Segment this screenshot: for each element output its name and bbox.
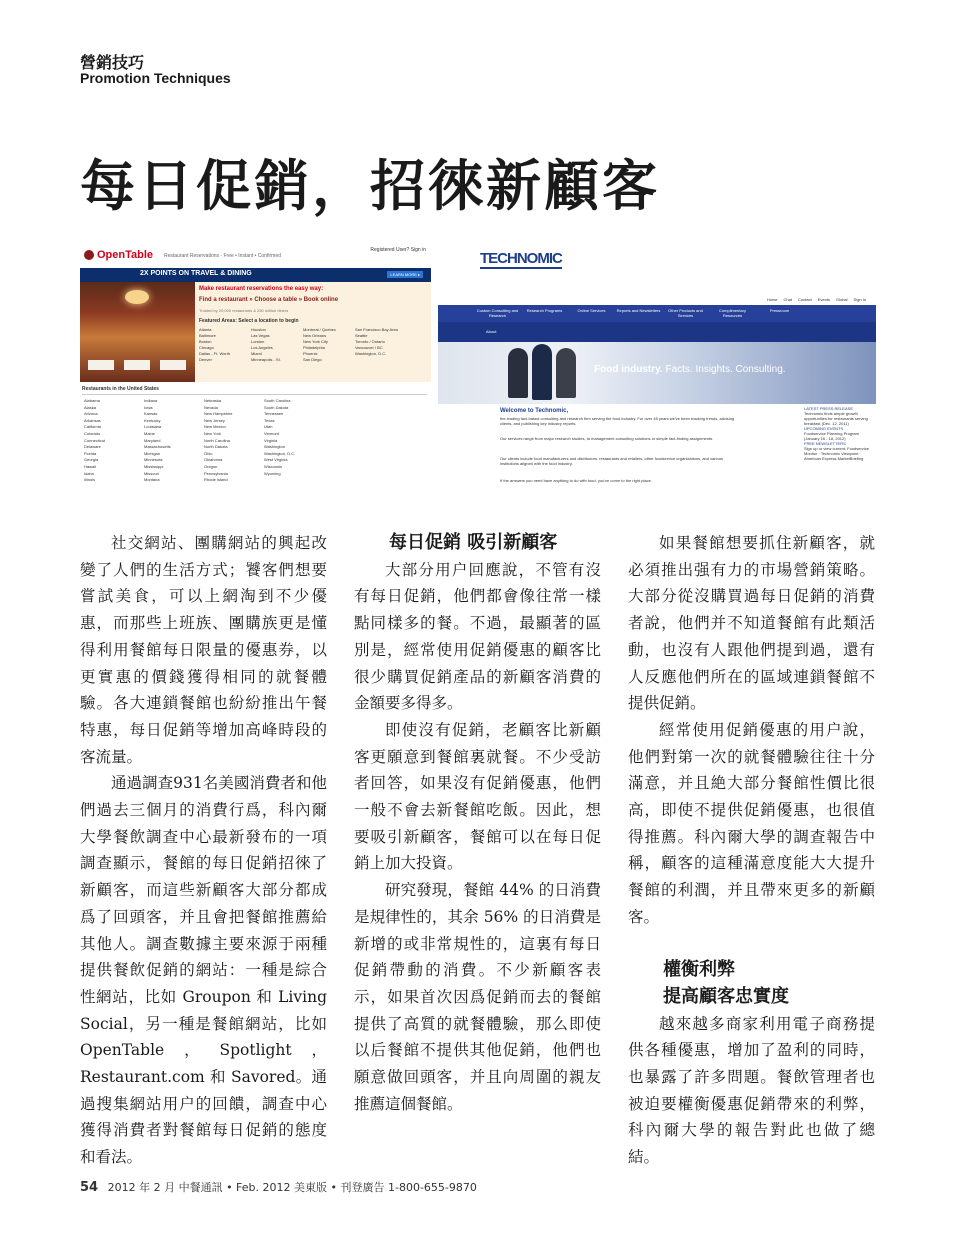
opentable-banner — [80, 268, 431, 282]
dining-table — [124, 360, 150, 370]
city-link: Las Vegas — [251, 333, 270, 338]
press-release-title: LATEST PRESS RELEASE — [804, 406, 853, 411]
state-link: Missouri — [144, 470, 159, 476]
state-link: Pennsylvania — [204, 470, 228, 476]
city-link: Phoenix — [303, 351, 318, 356]
city-link: Minneapolis - St. — [251, 357, 281, 362]
state-link — [324, 398, 384, 405]
subheading: 提高顧客忠實度 — [663, 985, 789, 1007]
state-link: Washington — [264, 444, 285, 450]
page-number: 54 — [80, 1180, 99, 1195]
divider — [82, 394, 427, 395]
state-link — [324, 477, 384, 484]
state-link: Mississippi — [144, 463, 164, 469]
city-link: Chicago — [199, 345, 214, 350]
paragraph: 通過調查931名美國消費者和他們過去三個月的消費行爲，科內爾大學餐飲調查中心最新發布的一項調查顯示，餐館的每日促銷招徠了新顧客，而這些新顧客大部分都成爲了回頭客，并且會把餐館推薦給其他人。調查數據主要來源于兩種提供餐飲促銷的網站：一種是綜合性網站，比如 Groupon 和 Living Social，另一種是餐館網站，比如 OpenTable，Spotlight，Restaurant.com 和 Savored。通過搜集網站用户的回饋，調查中心獲得消費者對餐館每日促銷的態度和看法。 — [80, 774, 327, 1167]
panel-trusted: Trusted by 20,000 restaurants & 250 million diners — [199, 308, 289, 313]
hero-person — [556, 348, 576, 398]
state-link: California — [84, 424, 101, 430]
state-link: Maryland — [144, 437, 161, 443]
city-link: Seattle — [355, 333, 368, 338]
technomic-sidebar — [804, 406, 872, 461]
technomic-subnav — [438, 322, 876, 342]
chandelier — [125, 290, 149, 304]
services-text: Our services range from major research studies, to management consulting solutions or simple fact-finding assignments. — [500, 436, 714, 441]
state-link: Rhode Island — [204, 477, 228, 483]
state-link — [324, 451, 384, 458]
paragraph: 大部分用户回應說，不管有沒有每日促銷，他們都會像往常一樣點同樣多的餐。不過，最顯著的區別是，經常使用促銷優惠的顧客比很少購買促銷產品的新顧客消費的金額要多得多。 — [354, 560, 601, 713]
nav-item: Complimentary Resources — [719, 308, 746, 318]
city-link: Miami — [251, 351, 262, 356]
state-link — [324, 424, 384, 431]
state-link: Alaska — [84, 404, 97, 410]
city-link: New York City — [303, 339, 328, 344]
state-link: Washington, D.C. — [264, 450, 296, 456]
opentable-panel — [195, 282, 431, 382]
state-link: Vermont — [264, 430, 279, 436]
state-link — [324, 405, 384, 412]
state-link: Minnesota — [144, 457, 163, 463]
city-link: Baltimore — [199, 333, 216, 338]
state-link: Wyoming — [264, 470, 281, 476]
dining-table — [88, 360, 114, 370]
city-link: Los Angeles — [251, 345, 273, 350]
state-link: Virginia — [264, 437, 278, 443]
state-link: Maine — [144, 430, 155, 436]
state-link: New Jersey — [204, 417, 225, 423]
us-restaurants-title: Restaurants in the United States — [82, 386, 159, 392]
state-link: West Virginia — [264, 457, 288, 463]
state-link: New York — [204, 430, 221, 436]
nav-item: Pressroom — [769, 308, 790, 313]
nav-item: Reports and Newsletters — [616, 308, 661, 313]
panel-steps: Find a restaurant » Choose a table » Book online — [199, 297, 339, 303]
newsletters-text: Sign up or view current: Foodservice Monitor · Technomic Viewpoint · American Express MarketBriefing — [804, 446, 869, 461]
city-link: Philadelphia — [303, 345, 325, 350]
city-link: Dallas - Ft. Worth — [199, 351, 231, 356]
section-label-en: Promotion Techniques — [80, 70, 231, 86]
featured-cities — [199, 327, 407, 363]
state-link — [324, 457, 384, 464]
events-title: UPCOMING EVENTS — [804, 426, 844, 431]
city-link: Houston — [251, 327, 266, 332]
state-link: Delaware — [84, 444, 101, 450]
state-link: New Hampshire — [204, 411, 233, 417]
state-link: Alabama — [84, 398, 100, 403]
top-link: Home — [766, 297, 778, 302]
city-link: San Francisco Bay Area — [355, 327, 398, 332]
city-link: Montreal / Quebec — [303, 327, 336, 332]
state-link — [324, 444, 384, 451]
top-link: Global — [835, 297, 848, 302]
technomic-nav — [438, 305, 876, 322]
nav-item: Other Products and Services — [668, 308, 703, 318]
top-link: Chat — [783, 297, 792, 302]
paragraph: 如果餐館想要抓住新顧客，就必須推出强有力的市場營銷策略。大部分從沒購買過每日促銷的消費者說，他們并不知道餐館有此類活動，也沒有人跟他們提到過，還有人反應他們所在的區域連鎖餐館不提供促銷。 — [628, 534, 875, 713]
state-link: Massachusetts — [144, 444, 171, 450]
top-link: Contact — [797, 297, 812, 302]
state-link: Colorado — [84, 430, 101, 436]
city-link: London — [251, 339, 265, 344]
state-link — [324, 411, 384, 418]
state-link: South Carolina — [264, 398, 291, 403]
state-link: Kansas — [144, 411, 158, 417]
opentable-banner-button: LEARN MORE ▸ — [387, 271, 423, 278]
state-link: Kentucky — [144, 417, 161, 423]
clients-text: Our clients include food manufacturers and distributors, restaurants and retailers, other foodservice organizations, and various institutions aligned with the food industry. — [500, 456, 724, 466]
city-link: Vancouver / BC — [355, 345, 383, 350]
featured-areas-label: Featured Areas: Select a location to begin — [199, 318, 299, 324]
technomic-logo: TECHNOMIC — [480, 250, 562, 267]
state-link: Tennessee — [264, 411, 284, 417]
state-link: Hawaii — [84, 463, 97, 469]
paragraph: 即使沒有促銷，老顧客比新顧客更願意到餐館裏就餐。不少受訪者回答，如果沒有促銷優惠，他們一般不會去新餐館吃飯。因此，想要吸引新顧客，餐館可以在每日促銷上加大投資。 — [354, 720, 601, 873]
opentable-logo-icon — [84, 250, 94, 260]
state-link: South Dakota — [264, 404, 289, 410]
footer-text: 2012 年 2 月 中餐通訊 • Feb. 2012 美東版 • 刊登廣告 1-800-655-9870 — [107, 1181, 477, 1194]
hero-person — [508, 348, 528, 398]
state-link: Louisiana — [144, 424, 162, 430]
city-link — [355, 357, 407, 363]
state-link: Arkansas — [84, 417, 101, 423]
paragraph: 經常使用促銷優惠的用户說，他們對第一次的就餐體驗往往十分滿意，并且絶大部分餐館性價比很高，即使不提供促銷優惠，也很值得推薦。科內爾大學的調查報告中稱，顧客的這種滿意度能大大提升餐館的利潤，并且帶來更多的新顧客。 — [628, 720, 875, 926]
state-link: New Mexico — [204, 424, 226, 430]
state-link — [324, 464, 384, 471]
state-link: Florida — [84, 450, 97, 456]
state-link: Arizona — [84, 411, 98, 417]
city-link: Toronto / Ontario — [355, 339, 385, 344]
state-list — [84, 398, 384, 484]
state-link — [324, 431, 384, 438]
top-link: Sign In — [853, 297, 866, 302]
state-link: Illinois — [84, 477, 96, 483]
nav-item: Online Services — [577, 308, 606, 313]
spacer — [628, 931, 875, 958]
state-link: Ohio — [204, 450, 213, 456]
opentable-header — [80, 244, 431, 268]
nav-item: Research Programs — [526, 308, 563, 313]
closing-text: If the answers you need have anything to do with food, you've come to the right place. — [500, 478, 652, 483]
paragraph: 社交網站、團購網站的興起改變了人們的生活方式；饕客們想要嘗試美食，可以上網淘到不少優惠，而那些上班族、團購族更是懂得利用餐館每日限量的優惠券，以更實惠的價錢獲得相同的就餐體驗。各大連鎖餐館也紛紛推出午餐特惠，每日促銷等增加高峰時段的客流量。 — [80, 534, 327, 766]
city-link: Washington, D.C. — [355, 351, 387, 356]
paragraph: 研究發現，餐館 44% 的日消費是規律性的，其余 56% 的日消費是新增的或非常規性的，這裏有每日促銷帶動的消費。不少新顧客表示，如果首次因爲促銷而去的餐館提供了高質的就餐體驗，那么即使以后餐館不提供其他促銷，他們也願意做回頭客，并且向周圍的親友推薦這個餐館。 — [354, 881, 601, 1113]
state-link: Montana — [144, 477, 160, 483]
newsletters-title: FREE NEWSLETTERS — [804, 441, 846, 446]
state-link: Oklahoma — [204, 457, 223, 463]
state-link: Iowa — [144, 404, 153, 410]
state-link: Wisconsin — [264, 463, 283, 469]
hero-person — [532, 344, 552, 400]
state-link: Nebraska — [204, 398, 222, 403]
opentable-banner-text: 2X POINTS ON TRAVEL & DINING — [140, 270, 252, 277]
page-footer — [80, 1179, 477, 1195]
state-link: North Dakota — [204, 444, 228, 450]
article-column-1 — [80, 530, 327, 1171]
nav-item: Custom Consulting and Research — [476, 308, 519, 318]
state-link: Idaho — [84, 470, 95, 476]
state-link: Utah — [264, 424, 273, 430]
dining-table — [160, 360, 186, 370]
state-link — [324, 438, 384, 445]
top-link: Events — [817, 297, 830, 302]
opentable-logo: OpenTable — [84, 249, 153, 261]
opentable-tagline: Restaurant Reservations - Free • Instant • Confirmed — [164, 253, 281, 259]
welcome-text: the leading fact-based consulting and research firm serving the food industry. For over 45 years we've been tracking trends, advising clients, and publishing key industry reports. — [500, 416, 735, 426]
state-link: Oregon — [204, 463, 218, 469]
state-link: Texas — [264, 417, 275, 423]
events-text: Foodservice Planning Program (January 16 - 18, 2012) — [804, 431, 859, 441]
panel-title: Make restaurant reservations the easy way: — [199, 286, 324, 292]
press-release-text: Technomic finds ample growth opportunities for restaurants serving breakfast (Dec. 12, 2011) — [804, 411, 868, 426]
city-link: San Diego — [303, 357, 322, 362]
opentable-signin: Registered User? Sign in — [370, 247, 426, 253]
city-link: Denver — [199, 357, 212, 362]
technomic-top-links — [761, 297, 866, 302]
technomic-about-link: About — [486, 329, 497, 334]
state-link: Indiana — [144, 398, 158, 403]
section-label-cn: 營銷技巧 — [80, 53, 145, 72]
subheading: 權衡利弊 — [663, 959, 735, 981]
welcome-heading: Welcome to Technomic, — [500, 408, 569, 414]
state-link — [264, 477, 324, 484]
restaurant-photo — [80, 282, 195, 382]
technomic-screenshot — [438, 244, 876, 492]
state-link: North Carolina — [204, 437, 230, 443]
city-link: Atlanta — [199, 327, 212, 332]
hero-slogan: Food industry. Facts. Insights. Consulting. — [594, 364, 786, 375]
subheading: 每日促銷 吸引新顧客 — [389, 532, 558, 553]
article-column-3 — [628, 530, 875, 1171]
city-link: New Orleans — [303, 333, 327, 338]
paragraph: 越來越多商家利用電子商務提供各種優惠，增加了盈利的同時，也暴露了許多問題。餐飲管理者也被迫要權衡優惠促銷帶來的利弊，科內爾大學的報告對此也做了總結。 — [628, 1014, 875, 1167]
state-link: Nevada — [204, 404, 218, 410]
state-link: Connecticut — [84, 437, 106, 443]
state-link — [324, 471, 384, 478]
headline: 每日促銷，招徠新顧客 — [80, 153, 661, 218]
state-link — [324, 418, 384, 425]
city-link: Boston — [199, 339, 212, 344]
state-link: Georgia — [84, 457, 99, 463]
state-link: Michigan — [144, 450, 161, 456]
opentable-screenshot — [80, 244, 431, 492]
article-column-2 — [354, 530, 601, 1117]
